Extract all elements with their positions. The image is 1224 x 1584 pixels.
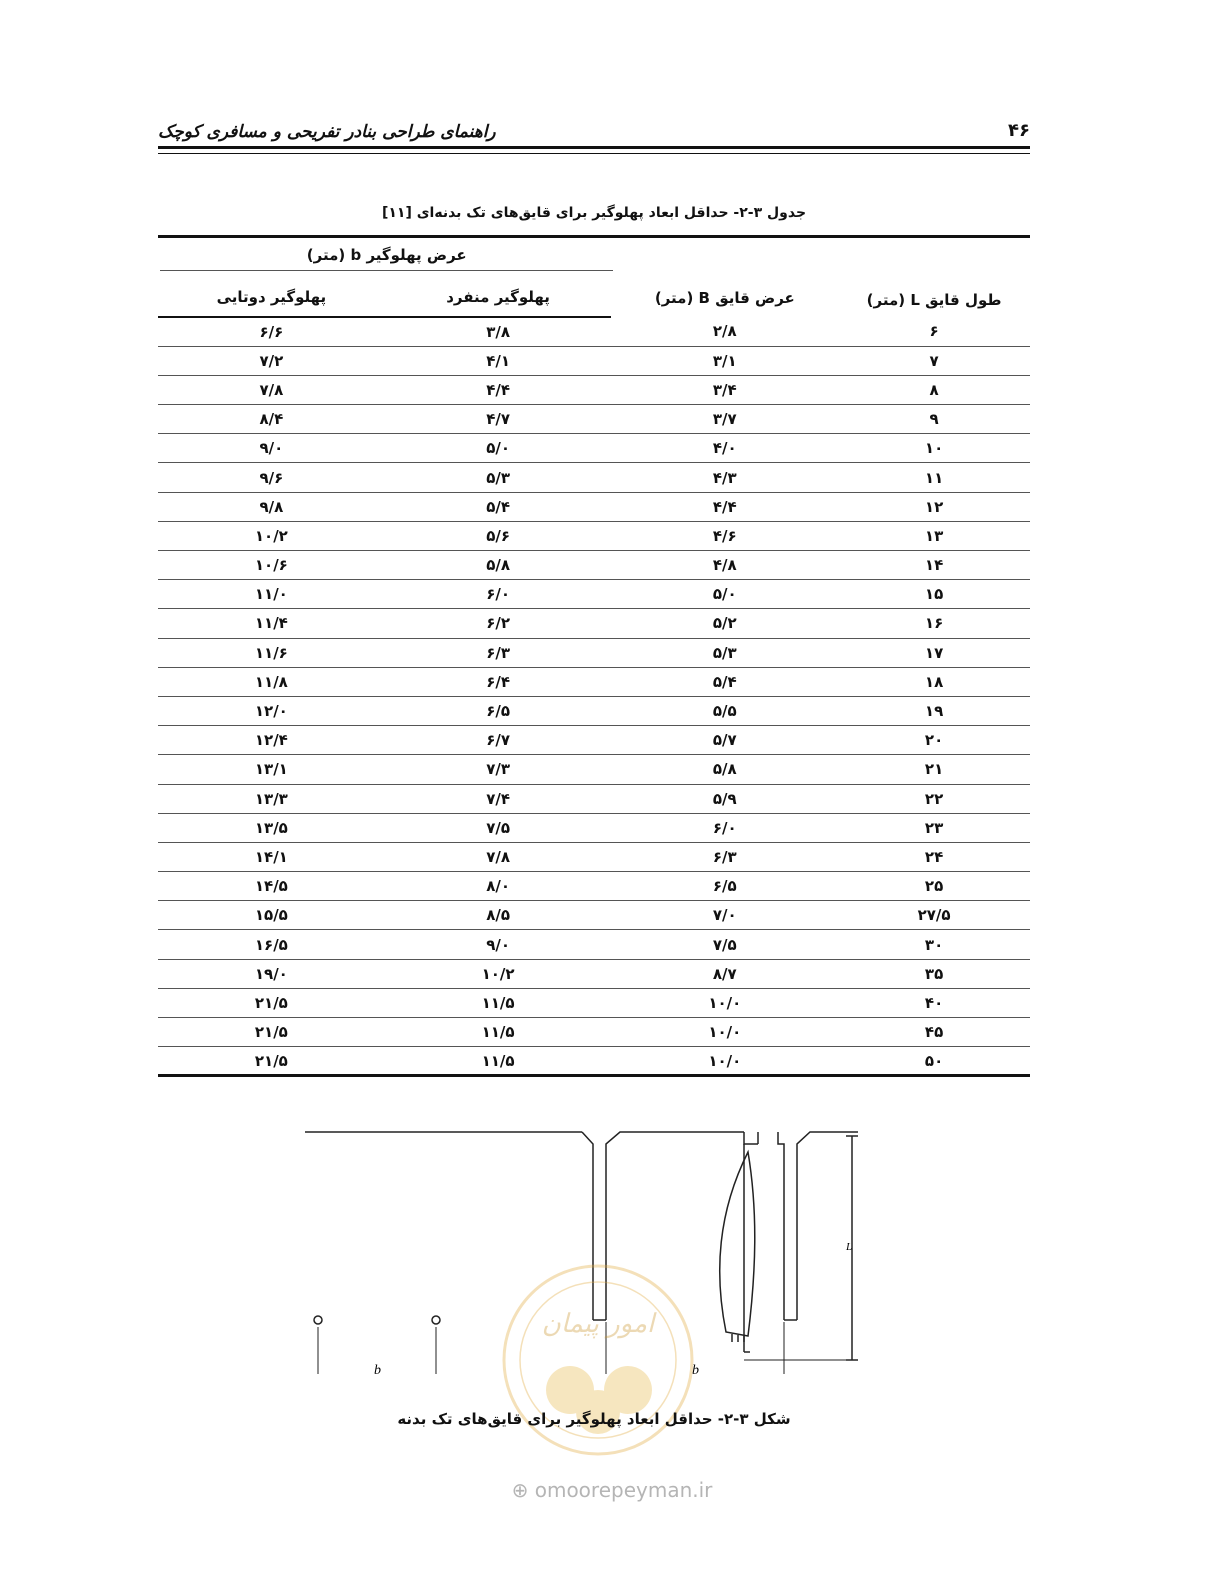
group-header-berth-width: [158, 237, 611, 279]
cell-single-berth: ۵/۳: [385, 463, 612, 492]
cell-double-berth: ۸/۴: [158, 405, 385, 434]
cell-single-berth: ۶/۰: [385, 580, 612, 609]
cell-boat-length: ۱۴: [838, 551, 1030, 580]
table-row: [158, 959, 1030, 988]
cell-single-berth: ۵/۰: [385, 434, 612, 463]
cell-boat-width: ۴/۸: [611, 551, 838, 580]
cell-single-berth: ۳/۸: [385, 317, 612, 346]
cell-double-berth: ۱۲/۴: [158, 726, 385, 755]
cell-double-berth: ۱۱/۰: [158, 580, 385, 609]
cell-single-berth: ۶/۲: [385, 609, 612, 638]
cell-boat-width: ۱۰/۰: [708, 1051, 742, 1070]
cell-boat-length: ۱۷: [838, 638, 1030, 667]
cell-boat-width: ۶/۰: [611, 813, 838, 842]
cell-boat-width: ۱۰/۰: [611, 988, 838, 1017]
cell-double-berth: ۱۹/۰: [158, 959, 385, 988]
cell-boat-width: ۵/۴: [611, 667, 838, 696]
cell-single-berth: ۴/۱: [385, 346, 612, 375]
cell-double-berth: ۶/۶: [158, 317, 385, 346]
cell-single-berth: ۷/۳: [385, 755, 612, 784]
watermark-text: omoorepeyman.ir: [534, 1478, 713, 1502]
cell-boat-length: ۸: [838, 375, 1030, 404]
cell-single-berth: ۶/۵: [385, 696, 612, 725]
cell-double-berth: ۲۱/۵: [254, 1051, 288, 1070]
cell-boat-length: ۱۵: [838, 580, 1030, 609]
cell-boat-length: ۲۳: [838, 813, 1030, 842]
cell-single-berth: ۷/۸: [385, 842, 612, 871]
table-row: [158, 1018, 1030, 1047]
cell-boat-width: ۳/۱: [611, 346, 838, 375]
table-caption: جدول ۳-۲- حداقل ابعاد پهلوگیر برای قایق‌های تک بدنه‌ای [۱۱]: [381, 205, 807, 221]
cell-boat-length: ۱۶: [838, 609, 1030, 638]
cell-double-berth: ۱۳/۳: [158, 784, 385, 813]
table-row: [158, 521, 1030, 550]
table-body: [158, 317, 1030, 1076]
cell-boat-length: ۴۰: [838, 988, 1030, 1017]
cell-boat-width: ۳/۷: [611, 405, 838, 434]
globe-icon: ⊕: [511, 1478, 529, 1502]
cell-boat-length: ۱۰: [838, 434, 1030, 463]
cell-single-berth: ۴/۷: [385, 405, 612, 434]
b-label-left: b: [374, 1363, 381, 1374]
cell-boat-length: ۲۲: [838, 784, 1030, 813]
cell-boat-width: ۳/۴: [611, 375, 838, 404]
L-label: L: [846, 1241, 853, 1253]
cell-double-berth: ۱۶/۵: [158, 930, 385, 959]
table-row: [158, 842, 1030, 871]
col-header-boat-length: طول قایق L (متر): [866, 291, 1002, 309]
cell-double-berth: ۹/۶: [158, 463, 385, 492]
cell-single-berth: ۶/۳: [385, 638, 612, 667]
header-rule-thick: [158, 146, 1030, 149]
cell-double-berth: ۷/۲: [158, 346, 385, 375]
cell-boat-width: ۴/۶: [611, 521, 838, 550]
cell-single-berth: ۸/۵: [385, 901, 612, 930]
cell-boat-width: ۸/۷: [611, 959, 838, 988]
table-row: [158, 492, 1030, 521]
cell-double-berth: ۱۱/۴: [158, 609, 385, 638]
table-row: [158, 872, 1030, 901]
cell-boat-length: ۵۰: [924, 1051, 944, 1070]
watermark: [0, 1478, 1224, 1502]
cell-boat-width: ۵/۳: [611, 638, 838, 667]
cell-double-berth: ۲۱/۵: [158, 1018, 385, 1047]
cell-boat-length: ۲۴: [838, 842, 1030, 871]
cell-double-berth: ۱۵/۵: [158, 901, 385, 930]
cell-boat-width: ۶/۵: [611, 872, 838, 901]
cell-boat-length: ۲۱: [838, 755, 1030, 784]
cell-double-berth: ۹/۰: [158, 434, 385, 463]
cell-boat-width: ۶/۳: [611, 842, 838, 871]
table-row: [158, 346, 1030, 375]
table-row: [158, 1047, 1030, 1076]
cell-boat-width: ۴/۴: [611, 492, 838, 521]
cell-boat-width: ۵/۸: [611, 755, 838, 784]
cell-double-berth: ۱۴/۵: [158, 872, 385, 901]
cell-single-berth: ۱۱/۵: [481, 1051, 515, 1070]
table-row: [158, 726, 1030, 755]
table-row: [158, 580, 1030, 609]
table-row: [158, 901, 1030, 930]
page-header: [158, 118, 1030, 158]
cell-single-berth: ۷/۵: [385, 813, 612, 842]
cell-boat-width: ۷/۰: [611, 901, 838, 930]
col-header-single-berth: پهلوگیر منفرد: [385, 278, 612, 317]
cell-boat-length: ۱۱: [838, 463, 1030, 492]
cell-single-berth: ۵/۴: [385, 492, 612, 521]
cell-double-berth: ۱۱/۶: [158, 638, 385, 667]
cell-boat-width: ۵/۵: [611, 696, 838, 725]
cell-double-berth: ۱۳/۵: [158, 813, 385, 842]
group-header-label: عرض پهلوگیر b (متر): [160, 246, 613, 271]
cell-double-berth: ۷/۸: [158, 375, 385, 404]
cell-single-berth: ۵/۸: [385, 551, 612, 580]
cell-boat-width: ۷/۵: [611, 930, 838, 959]
table-row: [158, 813, 1030, 842]
page-number: ۴۶: [1008, 120, 1030, 141]
cell-boat-width: ۵/۷: [611, 726, 838, 755]
cell-boat-length: ۳۰: [838, 930, 1030, 959]
col-header-boat-width: عرض قایق B (متر): [654, 289, 795, 307]
running-title: راهنمای طراحی بنادر تفریحی و مسافری کوچک: [158, 122, 496, 142]
b-label-right: b: [692, 1363, 699, 1374]
cell-boat-length: ۱۲: [838, 492, 1030, 521]
cell-single-berth: ۶/۷: [385, 726, 612, 755]
table-row: [158, 988, 1030, 1017]
cell-single-berth: ۱۰/۲: [385, 959, 612, 988]
cell-double-berth: ۱۴/۱: [158, 842, 385, 871]
header-rule-thin: [158, 153, 1030, 154]
cell-boat-length: ۱۸: [838, 667, 1030, 696]
cell-double-berth: ۱۰/۶: [158, 551, 385, 580]
table-row: [158, 434, 1030, 463]
cell-double-berth: ۹/۸: [158, 492, 385, 521]
berth-dimension-table: [158, 235, 1030, 1077]
cell-double-berth: ۱۰/۲: [158, 521, 385, 550]
table-row: [158, 696, 1030, 725]
cell-double-berth: ۱۱/۸: [158, 667, 385, 696]
cell-single-berth: ۴/۴: [385, 375, 612, 404]
table-row: [158, 667, 1030, 696]
cell-boat-length: ۲۷/۵: [838, 901, 1030, 930]
cell-single-berth: ۷/۴: [385, 784, 612, 813]
cell-single-berth: ۸/۰: [385, 872, 612, 901]
cell-single-berth: ۶/۴: [385, 667, 612, 696]
table-row: [158, 317, 1030, 346]
cell-boat-length: ۱۹: [838, 696, 1030, 725]
cell-boat-length: ۷: [838, 346, 1030, 375]
cell-boat-length: ۶: [838, 317, 1030, 346]
table-row: [158, 609, 1030, 638]
cell-single-berth: ۵/۶: [385, 521, 612, 550]
publisher-stamp-logo: [500, 1262, 696, 1458]
table-row: [158, 463, 1030, 492]
cell-boat-width: ۵/۹: [611, 784, 838, 813]
cell-boat-width: ۵/۰: [611, 580, 838, 609]
cell-boat-width: ۴/۳: [611, 463, 838, 492]
cell-double-berth: ۱۲/۰: [158, 696, 385, 725]
cell-boat-width: ۵/۲: [611, 609, 838, 638]
cell-boat-length: ۳۵: [838, 959, 1030, 988]
cell-boat-length: ۱۳: [838, 521, 1030, 550]
table-row: [158, 784, 1030, 813]
cell-boat-length: ۹: [838, 405, 1030, 434]
table-row: [158, 755, 1030, 784]
cell-boat-length: ۴۵: [838, 1018, 1030, 1047]
cell-boat-length: ۲۵: [838, 872, 1030, 901]
cell-boat-width: ۲/۸: [611, 317, 838, 346]
cell-double-berth: ۱۳/۱: [158, 755, 385, 784]
table-row: [158, 405, 1030, 434]
cell-boat-length: ۲۰: [838, 726, 1030, 755]
stamp-text: امور پیمان: [541, 1309, 655, 1339]
cell-single-berth: ۱۱/۵: [385, 988, 612, 1017]
table-row: [158, 551, 1030, 580]
table-row: [158, 638, 1030, 667]
cell-boat-width: ۴/۰: [611, 434, 838, 463]
table-row: [158, 930, 1030, 959]
col-header-double-berth: پهلوگیر دوتایی: [158, 278, 385, 317]
cell-double-berth: ۲۱/۵: [158, 988, 385, 1017]
cell-single-berth: ۱۱/۵: [385, 1018, 612, 1047]
table-row: [158, 375, 1030, 404]
figure-caption: شکل ۳-۲- حداقل ابعاد پهلوگیر برای قایق‌های تک بدنه: [397, 1410, 791, 1428]
cell-single-berth: ۹/۰: [385, 930, 612, 959]
cell-boat-width: ۱۰/۰: [611, 1018, 838, 1047]
